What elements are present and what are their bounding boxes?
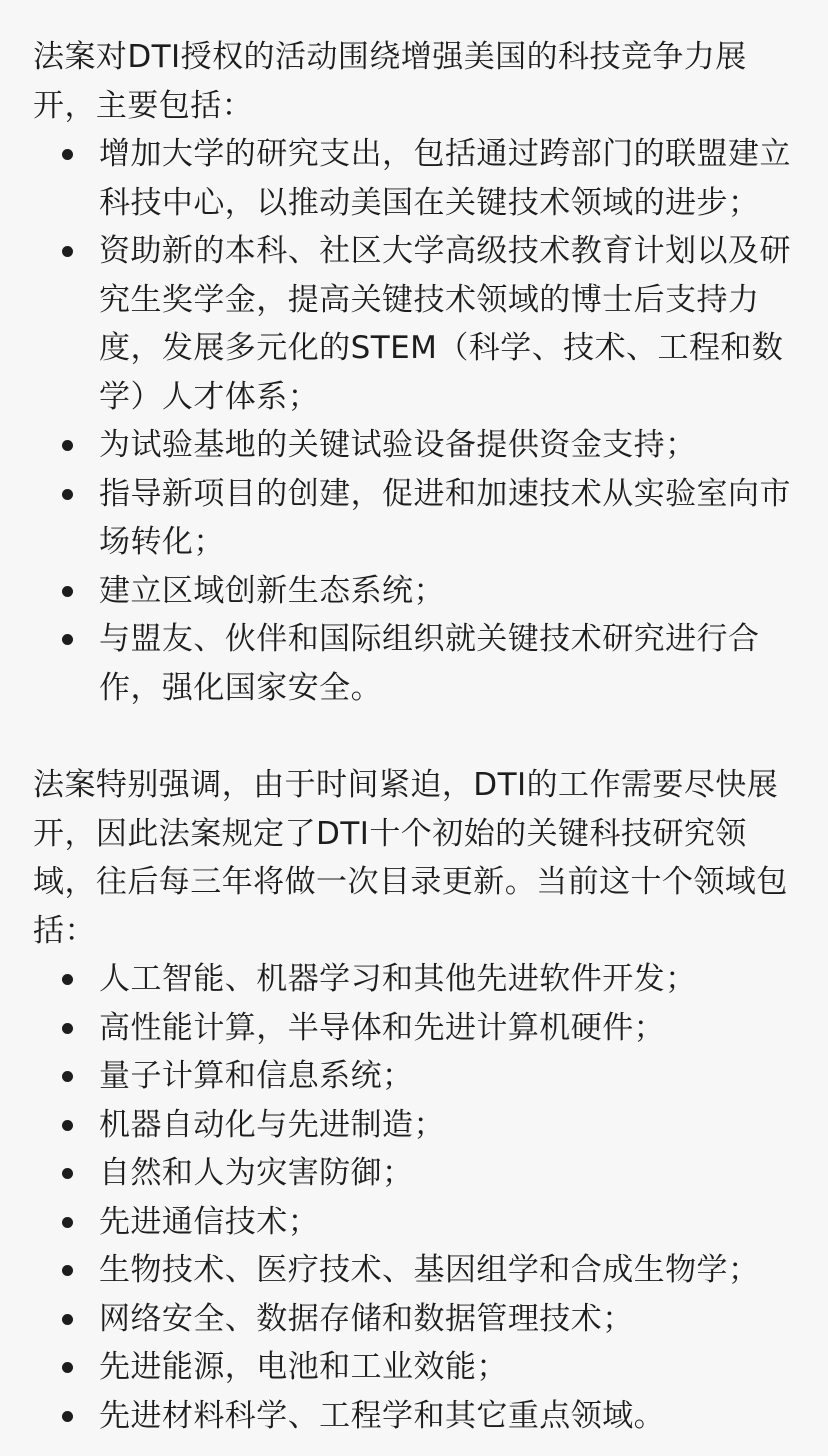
list-item-text: 建立区域创新生态系统；	[99, 572, 445, 609]
list-item	[33, 955, 795, 1004]
bullet-icon	[62, 489, 73, 500]
list-item-text: 自然和人为灾害防御；	[99, 1155, 414, 1191]
list-item-text: 先进能源，电池和工业效能；	[99, 1349, 508, 1385]
list-item-text: 资助新的本科、社区大学高级技术教育计划以及研究生奖学金，提高关键技术领域的博士后支持力度，发展多元化的STEM（科学、技术、工程和数学）人才体系；	[99, 233, 791, 415]
list-item	[33, 1052, 795, 1101]
bullet-icon	[62, 974, 73, 985]
list-item	[33, 1004, 795, 1053]
list-item	[33, 1295, 795, 1344]
bullet-icon	[62, 246, 73, 257]
list-item	[33, 567, 795, 616]
list-item-text: 先进通信技术；	[99, 1203, 320, 1240]
list-item	[33, 1343, 795, 1392]
section1-intro: 法案对DTI授权的活动围绕增强美国的科技竞争力展开，主要包括：	[33, 39, 747, 124]
list-item	[33, 421, 795, 470]
list-item	[33, 615, 795, 712]
list-item-text: 增加大学的研究支出，包括通过跨部门的联盟建立科技中心，以推动美国在关键技术领域的进步；	[99, 136, 791, 221]
list-item	[33, 1392, 795, 1441]
list-item-text: 指导新项目的创建，促进和加速技术从实验室向市场转化；	[99, 475, 791, 560]
list-item-text: 网络安全、数据存储和数据管理技术；	[99, 1300, 634, 1337]
bullet-icon	[62, 440, 73, 451]
bullet-icon	[62, 1362, 73, 1373]
section2-intro: 法案特别强调，由于时间紧迫，DTI的工作需要尽快展开，因此法案规定了DTI十个初始的关键科技研究领域，往后每三年将做一次目录更新。当前这十个领域包括：	[33, 767, 788, 949]
list-item-text: 机器自动化与先进制造；	[99, 1106, 445, 1143]
list-item-text: 先进材料科学、工程学和其它重点领域。	[99, 1397, 666, 1434]
list-item	[33, 1246, 795, 1295]
list-item-text: 生物技术、医疗技术、基因组学和合成生物学；	[99, 1252, 760, 1288]
bullet-icon	[62, 1411, 73, 1422]
bullet-icon	[62, 1071, 73, 1082]
list-item-text: 与盟友、伙伴和国际组织就关键技术研究进行合作，强化国家安全。	[99, 621, 760, 706]
list-item-text: 高性能计算，半导体和先进计算机硬件；	[99, 1009, 666, 1046]
list-item	[33, 130, 795, 227]
bullet-icon	[62, 1217, 73, 1228]
list-item-text: 人工智能、机器学习和其他先进软件开发；	[99, 961, 697, 997]
list-item	[33, 1101, 795, 1150]
bullet-icon	[62, 149, 73, 160]
bullet-icon	[62, 586, 73, 597]
bullet-icon	[62, 1314, 73, 1325]
list-item	[33, 227, 795, 421]
bullet-icon	[62, 1265, 73, 1276]
list-item	[33, 470, 795, 567]
section1-list	[33, 130, 795, 712]
list-item-text: 为试验基地的关键试验设备提供资金支持；	[99, 427, 697, 463]
section2-list	[33, 955, 795, 1440]
list-item	[33, 1198, 795, 1247]
list-item	[33, 1149, 795, 1198]
bullet-icon	[62, 634, 73, 645]
bullet-icon	[62, 1023, 73, 1034]
bullet-icon	[62, 1168, 73, 1179]
list-item-text: 量子计算和信息系统；	[99, 1058, 414, 1094]
bullet-icon	[62, 1120, 73, 1131]
